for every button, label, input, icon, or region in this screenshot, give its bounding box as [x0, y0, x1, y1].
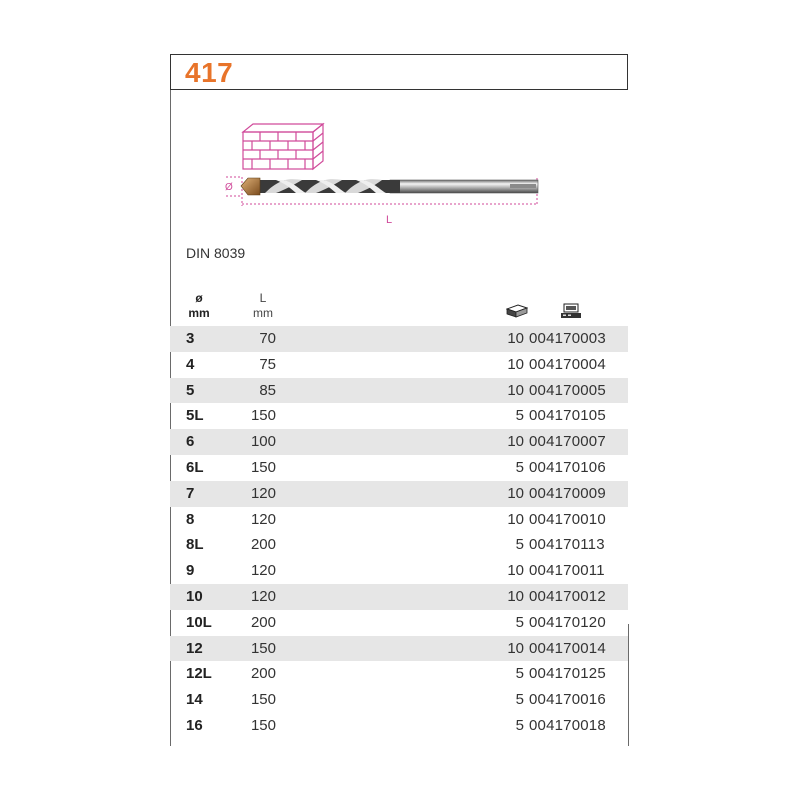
diameter-cell: 4 [186, 355, 195, 373]
article-code-cell: 004170004 [529, 355, 606, 373]
length-cell: 200 [250, 536, 276, 554]
length-symbol-header: L [259, 291, 267, 305]
length-cell: 120 [250, 562, 276, 580]
length-cell: 120 [250, 510, 276, 528]
drill-bit-illustration [210, 120, 550, 230]
article-code-cell: 004170125 [529, 665, 606, 683]
diameter-cell: 6L [186, 458, 204, 476]
table-row [170, 610, 628, 636]
length-cell: 150 [250, 716, 276, 734]
article-code-cell: 004170113 [529, 536, 605, 554]
diameter-column-header [182, 291, 216, 321]
article-code-cell: 004170012 [529, 587, 606, 605]
length-cell: 120 [250, 587, 276, 605]
diameter-cell: 6 [186, 433, 195, 451]
length-cell: 150 [250, 458, 276, 476]
diameter-symbol-header: ø [195, 291, 203, 305]
diameter-cell: 12L [186, 665, 212, 683]
quantity-cell: 10 [507, 639, 524, 657]
table-row [170, 687, 628, 713]
diameter-cell: 5L [186, 407, 204, 425]
article-code-cell: 004170106 [529, 458, 606, 476]
quantity-cell: 5 [515, 665, 524, 683]
length-symbol: L [386, 214, 393, 226]
quantity-cell: 5 [515, 407, 524, 425]
diameter-cell: 7 [186, 484, 195, 502]
table-row [170, 636, 628, 662]
diameter-cell: 16 [186, 716, 203, 734]
length-cell: 100 [250, 433, 276, 451]
product-code: 417 [185, 57, 234, 88]
length-cell: 70 [259, 330, 276, 347]
table-row [170, 532, 628, 558]
article-code-cell: 004170009 [529, 484, 606, 502]
product-header [170, 54, 628, 90]
masonry-icon [243, 124, 323, 169]
table-row [170, 403, 628, 429]
article-code-cell: 004170010 [529, 510, 606, 528]
diameter-symbol: Ø [225, 182, 233, 193]
diameter-cell: 14 [186, 691, 203, 709]
length-cell: 75 [259, 355, 276, 373]
length-column-header [248, 291, 278, 321]
quantity-cell: 5 [515, 613, 524, 631]
box-icon [506, 304, 528, 318]
length-cell: 150 [250, 691, 276, 709]
table-row [170, 378, 628, 404]
article-code-cell: 004170018 [529, 716, 606, 734]
quantity-cell: 5 [515, 536, 524, 554]
diameter-cell: 12 [186, 639, 203, 657]
article-code-cell: 004170120 [529, 613, 606, 631]
table-row [170, 429, 628, 455]
right-rule [628, 624, 629, 746]
diameter-unit-header: mm [188, 306, 210, 320]
diameter-cell: 8L [186, 536, 204, 554]
diameter-cell: 3 [186, 330, 195, 347]
quantity-cell: 10 [507, 330, 524, 347]
quantity-cell: 10 [507, 484, 524, 502]
table-row [170, 455, 628, 481]
diameter-cell: 10L [186, 613, 212, 631]
article-code-cell: 004170105 [529, 407, 606, 425]
standard-label: DIN 8039 [186, 245, 246, 261]
diameter-cell: 5 [186, 381, 195, 399]
diameter-cell: 9 [186, 562, 195, 580]
diameter-cell: 8 [186, 510, 195, 528]
length-cell: 85 [259, 381, 276, 399]
product-table [170, 326, 628, 739]
table-row [170, 481, 628, 507]
article-code-cell: 004170011 [529, 562, 605, 580]
quantity-cell: 10 [507, 562, 524, 580]
quantity-cell: 10 [507, 381, 524, 399]
article-code-cell: 004170007 [529, 433, 606, 451]
length-cell: 150 [250, 407, 276, 425]
quantity-cell: 10 [507, 355, 524, 373]
length-cell: 200 [250, 665, 276, 683]
table-row [170, 584, 628, 610]
length-cell: 200 [250, 613, 276, 631]
table-row [170, 661, 628, 687]
article-code-cell: 004170005 [529, 381, 606, 399]
table-row [170, 326, 628, 352]
length-cell: 120 [250, 484, 276, 502]
quantity-cell: 5 [515, 458, 524, 476]
quantity-cell: 10 [507, 433, 524, 451]
product-sheet [170, 54, 630, 746]
quantity-cell: 10 [507, 510, 524, 528]
table-row [170, 558, 628, 584]
quantity-cell: 10 [507, 587, 524, 605]
drill-flutes [252, 179, 400, 193]
length-unit-header: mm [253, 306, 273, 320]
quantity-cell: 5 [515, 716, 524, 734]
length-cell: 150 [250, 639, 276, 657]
table-row [170, 713, 628, 739]
diameter-cell: 10 [186, 587, 203, 605]
article-code-cell: 004170014 [529, 639, 606, 657]
article-code-cell: 004170016 [529, 691, 606, 709]
computer-icon [560, 303, 582, 319]
quantity-cell: 5 [515, 691, 524, 709]
table-row [170, 352, 628, 378]
carbide-tip [241, 178, 260, 195]
table-row [170, 507, 628, 533]
article-code-cell: 004170003 [529, 330, 606, 347]
